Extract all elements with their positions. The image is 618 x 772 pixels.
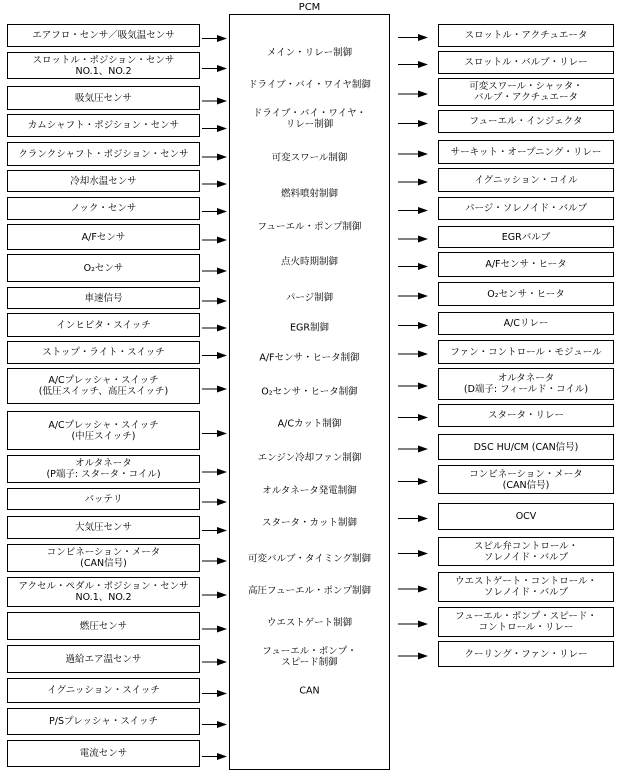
- pcm-function-4: 可変スワール制御: [271, 152, 348, 164]
- output-box-12: ファン・コントロール・モジュール: [438, 340, 614, 364]
- input-box-13: A/Cプレッシャ・スイッチ (低圧スイッチ、高圧スイッチ): [7, 368, 200, 404]
- output-box-5: サーキット・オープニング・リレー: [438, 140, 614, 164]
- input-arrow-21-head: [217, 659, 227, 666]
- output-arrow-10-head: [418, 293, 428, 300]
- input-box-15: オルタネータ (P端子: スタータ・コイル): [7, 455, 200, 483]
- output-box-3: 可変スワール・シャッタ・ バルブ・アクチュエータ: [438, 78, 614, 106]
- output-arrow-9-head: [418, 263, 428, 270]
- input-box-18: コンビネーション・メータ (CAN信号): [7, 544, 200, 572]
- pcm-function-13: エンジン冷却ファン制御: [257, 452, 362, 464]
- input-box-23: P/Sプレッシャ・スイッチ: [7, 708, 200, 735]
- pcm-function-17: 高圧フューエル・ポンプ制御: [247, 585, 372, 597]
- input-arrow-4-head: [217, 125, 227, 132]
- input-box-17: 大気圧センサ: [7, 516, 200, 539]
- pcm-function-7: 点火時期制御: [280, 256, 338, 268]
- pcm-function-12: A/Cカット制御: [277, 418, 342, 430]
- input-box-21: 過給エア温センサ: [7, 645, 200, 673]
- output-arrow-15-head: [418, 446, 428, 453]
- input-arrow-17-head: [217, 527, 227, 534]
- output-arrow-5-head: [418, 151, 428, 158]
- output-arrow-1-head: [418, 34, 428, 41]
- pcm-function-9: EGR制御: [290, 322, 329, 334]
- pcm-function-16: 可変バルブ・タイミング制御: [247, 553, 372, 565]
- input-arrow-23-head: [217, 721, 227, 728]
- output-box-13: オルタネータ (D端子: フィールド・コイル): [438, 368, 614, 400]
- input-arrow-22-head: [217, 690, 227, 697]
- output-arrow-18-head: [418, 550, 428, 557]
- input-box-1: エアフロ・センサ／吸気温センサ: [7, 24, 200, 47]
- input-box-19: アクセル・ペダル・ポジション・センサ NO.1、NO.2: [7, 577, 200, 607]
- input-arrow-1-head: [217, 35, 227, 42]
- input-box-16: バッテリ: [7, 488, 200, 510]
- input-box-14: A/Cプレッシャ・スイッチ (中圧スイッチ): [7, 411, 200, 450]
- output-box-17: OCV: [438, 503, 614, 530]
- input-arrow-19-head: [217, 592, 227, 599]
- output-box-7: パージ・ソレノイド・バルブ: [438, 197, 614, 220]
- output-box-21: クーリング・ファン・リレー: [438, 641, 614, 667]
- pcm-function-1: メイン・リレー制御: [266, 47, 353, 59]
- output-arrow-19-head: [418, 586, 428, 593]
- pcm-label: PCM: [298, 2, 321, 13]
- input-arrow-5-head: [217, 154, 227, 161]
- output-box-19: ウエストゲート・コントロール・ ソレノイド・バルブ: [438, 572, 614, 602]
- output-box-2: スロットル・バルブ・リレー: [438, 51, 614, 74]
- output-box-10: O₂センサ・ヒータ: [438, 282, 614, 306]
- output-arrow-4-head: [418, 120, 428, 127]
- input-box-4: カムシャフト・ポジション・センサ: [7, 114, 200, 137]
- input-arrow-13-head: [217, 386, 227, 393]
- input-arrow-2-head: [217, 65, 227, 72]
- output-arrow-6-head: [418, 179, 428, 186]
- pcm-function-11: O₂センサ・ヒータ制御: [261, 386, 358, 398]
- output-arrow-2-head: [418, 61, 428, 68]
- input-arrow-12-head: [217, 352, 227, 359]
- input-box-20: 燃圧センサ: [7, 612, 200, 640]
- input-box-11: インヒビタ・スイッチ: [7, 313, 200, 337]
- input-box-8: A/Fセンサ: [7, 224, 200, 250]
- output-arrow-20-head: [418, 621, 428, 628]
- input-arrow-11-head: [217, 325, 227, 332]
- output-arrow-14-head: [418, 414, 428, 421]
- output-arrow-17-head: [418, 515, 428, 522]
- output-arrow-8-head: [418, 236, 428, 243]
- input-box-5: クランクシャフト・ポジション・センサ: [7, 142, 200, 166]
- input-arrow-3-head: [217, 98, 227, 105]
- input-arrow-15-head: [217, 469, 227, 476]
- output-box-8: EGRバルブ: [438, 226, 614, 248]
- pcm-function-20: CAN: [299, 685, 320, 697]
- input-arrow-18-head: [217, 558, 227, 565]
- output-arrow-21-head: [418, 653, 428, 660]
- output-box-6: イグニッション・コイル: [438, 168, 614, 192]
- input-arrow-20-head: [217, 626, 227, 633]
- pcm-function-5: 燃料噴射制御: [280, 188, 338, 200]
- pcm-function-2: ドライブ・バイ・ワイヤ制御: [248, 79, 371, 91]
- pcm-function-15: スタータ・カット制御: [262, 517, 357, 529]
- output-arrow-7-head: [418, 207, 428, 214]
- output-box-16: コンビネーション・メータ (CAN信号): [438, 465, 614, 494]
- input-box-12: ストップ・ライト・スイッチ: [7, 341, 200, 364]
- input-box-7: ノック・センサ: [7, 197, 200, 220]
- input-arrow-8-head: [217, 237, 227, 244]
- output-box-9: A/Fセンサ・ヒータ: [438, 252, 614, 277]
- input-box-9: O₂センサ: [7, 254, 200, 282]
- input-box-24: 電流センサ: [7, 740, 200, 767]
- input-box-10: 車速信号: [7, 287, 200, 309]
- output-arrow-12-head: [418, 351, 428, 358]
- output-arrow-11-head: [418, 322, 428, 329]
- pcm-function-18: ウエストゲート制御: [266, 617, 353, 629]
- output-box-4: フューエル・インジェクタ: [438, 110, 614, 133]
- input-arrow-24-head: [217, 753, 227, 760]
- input-arrow-9-head: [217, 268, 227, 275]
- input-box-3: 吸気圧センサ: [7, 86, 200, 110]
- output-arrow-16-head: [418, 478, 428, 485]
- input-arrow-14-head: [217, 430, 227, 437]
- input-box-2: スロットル・ポジション・センサ NO.1、NO.2: [7, 52, 200, 79]
- input-arrow-16-head: [217, 499, 227, 506]
- output-box-14: スタータ・リレー: [438, 404, 614, 427]
- pcm-function-6: フューエル・ポンプ制御: [257, 221, 362, 233]
- output-box-1: スロットル・アクチュエータ: [438, 24, 614, 47]
- input-box-22: イグニッション・スイッチ: [7, 678, 200, 703]
- input-arrow-7-head: [217, 208, 227, 215]
- output-box-15: DSC HU/CM (CAN信号): [438, 434, 614, 460]
- output-box-11: A/Cリレー: [438, 312, 614, 335]
- input-arrow-6-head: [217, 181, 227, 188]
- output-arrow-3-head: [418, 91, 428, 98]
- pcm-function-14: オルタネータ発電制御: [262, 485, 357, 497]
- pcm-function-10: A/Fセンサ・ヒータ制御: [259, 352, 360, 364]
- output-box-20: フューエル・ポンプ・スピード・ コントロール・リレー: [438, 607, 614, 637]
- input-arrow-10-head: [217, 298, 227, 305]
- output-arrow-13-head: [418, 383, 428, 390]
- pcm-function-8: パージ制御: [285, 292, 334, 304]
- input-box-6: 冷却水温センサ: [7, 170, 200, 192]
- output-box-18: スピル弁コントロール・ ソレノイド・バルブ: [438, 537, 614, 566]
- pcm-function-3: ドライブ・バイ・ワイヤ・ リレー制御: [252, 108, 367, 130]
- pcm-function-19: フューエル・ポンプ・ スピード制御: [262, 646, 357, 668]
